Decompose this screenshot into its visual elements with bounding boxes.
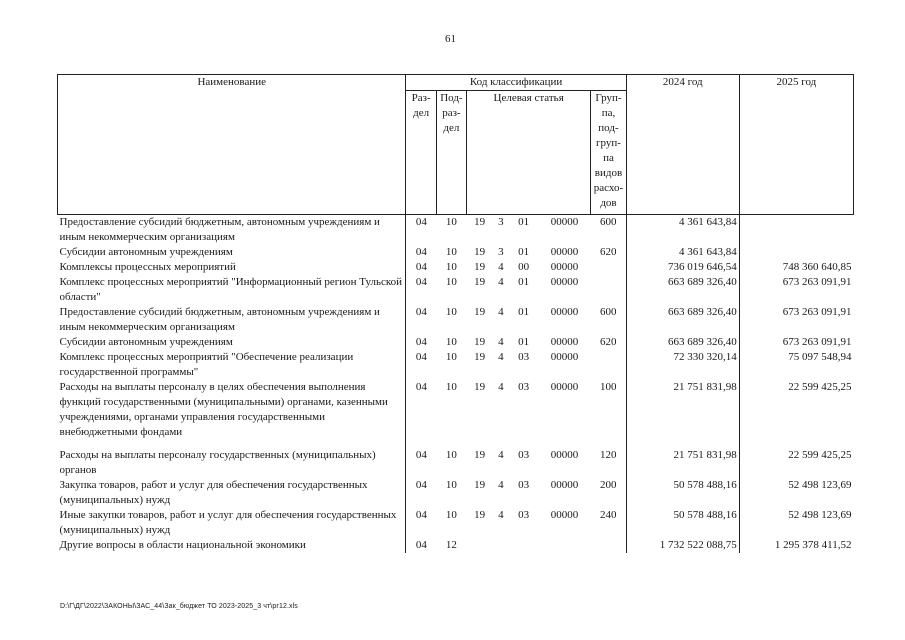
row-razdel: 04 — [415, 449, 427, 461]
row-cs3: 03 — [518, 449, 530, 461]
row-cs2: 3 — [498, 246, 504, 258]
row-cs2 — [493, 538, 509, 553]
row-cs4: 00000 — [550, 261, 579, 273]
row-2025: 52 498 123,69 — [788, 479, 852, 491]
table-row — [58, 260, 854, 275]
row-cs2: 4 — [498, 276, 504, 288]
header-section: Раз- дел — [406, 91, 436, 215]
row-razdel: 04 — [415, 509, 427, 521]
row-2025 — [739, 245, 853, 260]
table-row — [58, 275, 854, 305]
row-cs3: 01 — [518, 276, 530, 288]
row-2025: 673 263 091,91 — [782, 306, 852, 318]
row-name: Комплекс процессных мероприятий "Обеспечение реализации государственной программы" — [58, 350, 406, 380]
row-2024: 736 019 646,54 — [626, 260, 739, 275]
row-cs1: 19 — [474, 261, 486, 273]
row-cs4: 00000 — [550, 351, 579, 363]
row-2024: 21 751 831,98 — [626, 448, 739, 478]
row-name: Комплексы процессных мероприятий — [58, 260, 406, 275]
row-podrazdel: 10 — [445, 381, 457, 393]
row-cs4: 00000 — [550, 216, 579, 228]
header-code-classification: Код классификации — [406, 75, 626, 91]
table-row — [58, 350, 854, 380]
row-2024: 21 751 831,98 — [626, 380, 739, 440]
row-cs3: 03 — [518, 351, 530, 363]
row-cs4: 00000 — [550, 381, 579, 393]
row-podrazdel: 10 — [445, 261, 457, 273]
row-razdel: 04 — [415, 336, 427, 348]
row-cs1: 19 — [474, 479, 486, 491]
row-cs1: 19 — [474, 216, 486, 228]
row-2024: 50 578 488,16 — [626, 508, 739, 538]
row-cs4 — [538, 538, 591, 553]
row-cs3: 01 — [518, 246, 530, 258]
row-razdel: 04 — [415, 479, 427, 491]
header-year-2025: 2025 год — [739, 75, 853, 215]
row-cs4: 00000 — [550, 306, 579, 318]
row-cs3: 00 — [518, 261, 530, 273]
row-podrazdel: 10 — [445, 509, 457, 521]
row-2025: 22 599 425,25 — [788, 449, 852, 461]
row-name: Закупка товаров, работ и услуг для обеспечения государственных (муниципальных) нужд — [58, 478, 406, 508]
row-cs4: 00000 — [550, 479, 579, 491]
row-vr: 120 — [591, 448, 626, 478]
table-row — [58, 478, 854, 508]
row-razdel: 04 — [415, 276, 427, 288]
row-cs4: 00000 — [550, 246, 579, 258]
row-cs4: 00000 — [550, 276, 579, 288]
row-spacer — [58, 440, 854, 448]
row-cs3: 03 — [518, 381, 530, 393]
row-2024: 72 330 320,14 — [626, 350, 739, 380]
row-vr: 100 — [591, 380, 626, 440]
row-name: Предоставление субсидий бюджетным, автономным учреждениям и иным некоммерческим организациям — [58, 305, 406, 335]
row-podrazdel: 10 — [445, 479, 457, 491]
row-cs2: 3 — [498, 216, 504, 228]
row-cs3: 01 — [518, 216, 530, 228]
row-vr: 620 — [591, 245, 626, 260]
row-cs1: 19 — [474, 246, 486, 258]
row-2025: 75 097 548,94 — [788, 351, 852, 363]
table-row — [58, 215, 854, 246]
row-cs1: 19 — [474, 276, 486, 288]
row-podrazdel: 10 — [445, 351, 457, 363]
row-vr: 240 — [591, 508, 626, 538]
row-cs3: 01 — [518, 336, 530, 348]
row-cs2: 4 — [498, 449, 504, 461]
table-row — [58, 380, 854, 440]
row-vr: 620 — [591, 335, 626, 350]
page-number: 61 — [445, 33, 456, 45]
table-row — [58, 305, 854, 335]
row-podrazdel: 10 — [445, 306, 457, 318]
row-cs2: 4 — [498, 336, 504, 348]
row-vr — [591, 350, 626, 380]
row-cs2: 4 — [498, 381, 504, 393]
row-razdel: 04 — [415, 261, 427, 273]
row-cs1: 19 — [474, 351, 486, 363]
row-podrazdel: 10 — [445, 336, 457, 348]
header-target-article: Целевая статья — [467, 91, 591, 215]
row-cs2: 4 — [498, 509, 504, 521]
row-cs1: 19 — [474, 509, 486, 521]
row-vr: 200 — [591, 478, 626, 508]
row-vr — [591, 275, 626, 305]
row-2024: 50 578 488,16 — [626, 478, 739, 508]
header-expense-group: Груп- па, под- груп- па видов расхо- дов — [591, 91, 626, 215]
row-name: Субсидии автономным учреждениям — [58, 335, 406, 350]
row-podrazdel: 10 — [445, 246, 457, 258]
budget-table — [57, 74, 854, 553]
row-podrazdel: 10 — [445, 276, 457, 288]
row-podrazdel: 10 — [445, 216, 457, 228]
row-cs4: 00000 — [550, 336, 579, 348]
row-cs1: 19 — [474, 381, 486, 393]
row-2024: 663 689 326,40 — [626, 335, 739, 350]
table-row — [58, 538, 854, 553]
row-cs4: 00000 — [550, 449, 579, 461]
row-2024: 4 361 643,84 — [626, 245, 739, 260]
row-cs3 — [509, 538, 538, 553]
row-razdel: 04 — [415, 539, 427, 551]
row-2025: 748 360 640,85 — [782, 261, 852, 273]
row-razdel: 04 — [415, 351, 427, 363]
row-2025: 673 263 091,91 — [782, 336, 852, 348]
row-name: Расходы на выплаты персоналу государственных (муниципальных) органов — [58, 448, 406, 478]
table-row — [58, 448, 854, 478]
row-cs1: 19 — [474, 306, 486, 318]
row-cs3: 01 — [518, 306, 530, 318]
row-razdel: 04 — [415, 306, 427, 318]
row-name: Предоставление субсидий бюджетным, автономным учреждениям и иным некоммерческим организациям — [58, 215, 406, 246]
footer-file-path: D:\Г\ДГ\2022\ЗАКОНЫ\ЗАС_44\Зак_бюджет ТО 2023-2025_3 чт\рг12.xls — [60, 603, 298, 610]
row-vr: 600 — [591, 305, 626, 335]
row-vr — [591, 538, 626, 553]
row-razdel: 04 — [415, 246, 427, 258]
row-cs2: 4 — [498, 306, 504, 318]
table-header — [58, 75, 854, 215]
row-podrazdel: 12 — [445, 539, 457, 551]
row-2025: 22 599 425,25 — [788, 381, 852, 393]
row-2025: 1 295 378 411,52 — [774, 539, 852, 551]
row-2024: 4 361 643,84 — [626, 215, 739, 246]
row-2024: 663 689 326,40 — [626, 305, 739, 335]
row-2025: 673 263 091,91 — [782, 276, 852, 288]
row-cs4: 00000 — [550, 509, 579, 521]
row-cs2: 4 — [498, 351, 504, 363]
table-row — [58, 245, 854, 260]
row-2025 — [739, 215, 853, 246]
row-cs3: 03 — [518, 479, 530, 491]
row-cs2: 4 — [498, 261, 504, 273]
header-subsection: Под- раз- дел — [436, 91, 466, 215]
row-cs1 — [467, 538, 493, 553]
row-cs2: 4 — [498, 479, 504, 491]
row-podrazdel: 10 — [445, 449, 457, 461]
row-2024: 663 689 326,40 — [626, 275, 739, 305]
row-2025: 52 498 123,69 — [788, 509, 852, 521]
row-name: Другие вопросы в области национальной экономики — [58, 538, 406, 553]
row-name: Субсидии автономным учреждениям — [58, 245, 406, 260]
row-2024: 1 732 522 088,75 — [626, 538, 739, 553]
table-row — [58, 508, 854, 538]
row-cs3: 03 — [518, 509, 530, 521]
row-name: Комплекс процессных мероприятий "Информационный регион Тульской области" — [58, 275, 406, 305]
row-name: Иные закупки товаров, работ и услуг для обеспечения государственных (муниципальных) нужд — [58, 508, 406, 538]
table-row — [58, 335, 854, 350]
row-vr: 600 — [591, 215, 626, 246]
row-vr — [591, 260, 626, 275]
row-razdel: 04 — [415, 216, 427, 228]
row-name: Расходы на выплаты персоналу в целях обеспечения выполнения функций государственными (муниципальными) органами, казенными учреждениями, органами управления государственными внебюджетными фондами — [58, 380, 406, 440]
row-razdel: 04 — [415, 381, 427, 393]
header-name: Наименование — [58, 75, 406, 215]
header-year-2024: 2024 год — [626, 75, 739, 215]
table-body — [58, 215, 854, 554]
row-cs1: 19 — [474, 449, 486, 461]
row-cs1: 19 — [474, 336, 486, 348]
